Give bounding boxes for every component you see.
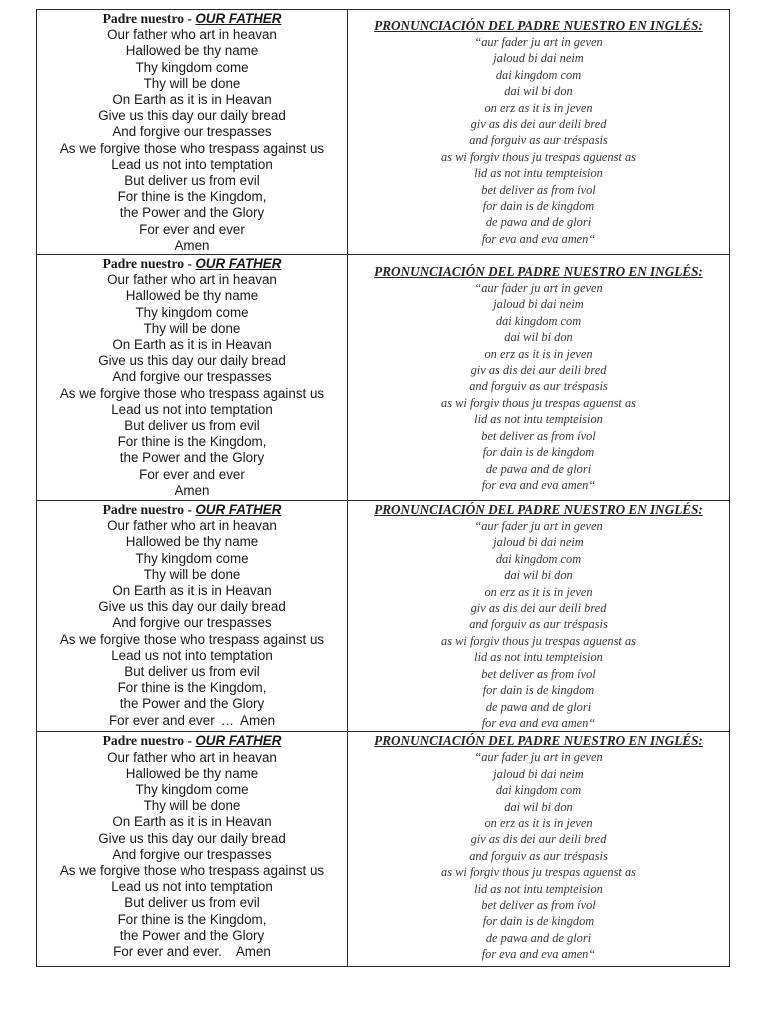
prayer-line: And forgive our trespasses — [112, 369, 272, 385]
prayer-line: For thine is the Kingdom, — [117, 434, 267, 450]
pronunciation-line: jaloud bi dai neim — [493, 535, 584, 550]
pronunciation-line: and forguiv as aur tréspasis — [469, 379, 608, 394]
pronunciation-title: PRONUNCIACIÓN DEL PADRE NUESTRO EN INGLÉS: — [374, 264, 703, 280]
pronunciation-line: as wi forgiv thous ju trespas aguenst as — [441, 149, 636, 164]
prayer-line: Thy kingdom come — [135, 59, 249, 75]
pronunciation-line: as wi forgiv thous ju trespas aguenst as — [441, 633, 636, 648]
prayer-text-cell — [37, 255, 348, 501]
prayer-title-main: OUR FATHER — [195, 11, 282, 26]
prayer-line: On Earth as it is in Heavan — [112, 92, 272, 108]
prayer-line: On Earth as it is in Heavan — [112, 814, 272, 830]
pronunciation-line: “aur fader ju art in geven — [474, 750, 603, 765]
pronunciation-line: dai wil bi don — [504, 799, 573, 814]
pronunciation-line: de pawa and de glori — [485, 699, 592, 714]
prayer-line: the Power and the Glory — [119, 450, 265, 466]
pronunciation-line: bet deliver as from ívol — [481, 182, 596, 197]
pronunciation-line: bet deliver as from ívol — [481, 428, 596, 443]
prayer-text-cell — [37, 501, 348, 732]
pronunciation-text — [348, 501, 729, 731]
pronunciation-line: for eva and eva amen“ — [481, 231, 596, 246]
pronunciation-line: as wi forgiv thous ju trespas aguenst as — [441, 865, 636, 880]
pronunciation-line: and forguiv as aur tréspasis — [469, 617, 608, 632]
pronunciation-line: lid as not intu tempteision — [474, 881, 603, 896]
pronunciation-line: bet deliver as from ívol — [481, 897, 596, 912]
pronunciation-line: for dain is de kingdom — [482, 914, 595, 929]
pronunciation-line: de pawa and de glori — [485, 461, 592, 476]
pronunciation-line: “aur fader ju art in geven — [474, 519, 603, 534]
pronunciation-line: jaloud bi dai neim — [493, 51, 584, 66]
pronunciation-line: and forguiv as aur tréspasis — [469, 133, 608, 148]
prayer-line: Our father who art in heavan — [107, 749, 277, 765]
pronunciation-line: giv as dis dei aur deili bred — [470, 117, 607, 132]
prayer-line: Thy will be done — [143, 75, 241, 91]
pronunciation-line: dai wil bi don — [504, 84, 573, 99]
prayer-title-main: OUR FATHER — [195, 256, 282, 272]
prayer-line-final-b: Amen — [235, 943, 271, 959]
prayer-line: For thine is the Kingdom, — [117, 680, 267, 696]
prayer-text-cell — [37, 732, 348, 967]
prayer-line: But deliver us from evil — [124, 173, 260, 189]
prayer-card-row — [37, 501, 730, 732]
pronunciation-line: dai wil bi don — [504, 568, 573, 583]
pronunciation-line: on erz as it is in jeven — [484, 100, 593, 115]
pronunciation-cell — [348, 255, 730, 501]
pronunciation-text — [348, 732, 729, 962]
prayer-line: As we forgive those who trespass against us — [59, 140, 325, 156]
prayer-line: Our father who art in heavan — [107, 272, 277, 288]
prayer-card-row — [37, 732, 730, 967]
prayer-line: Our father who art in heavan — [107, 27, 277, 43]
prayer-line: As we forgive those who trespass against us — [59, 385, 325, 401]
pronunciation-line: lid as not intu tempteision — [474, 650, 603, 665]
prayer-line: Give us this day our daily bread — [98, 830, 286, 846]
prayer-text-cell — [37, 10, 348, 255]
prayer-line: Lead us not into temptation — [111, 156, 273, 172]
prayer-text — [37, 10, 347, 254]
prayer-line: Amen — [174, 482, 210, 498]
pronunciation-line: for dain is de kingdom — [482, 683, 595, 698]
pronunciation-line: de pawa and de glori — [485, 215, 592, 230]
prayer-line: But deliver us from evil — [124, 895, 260, 911]
pronunciation-line: lid as not intu tempteision — [474, 412, 603, 427]
pronunciation-title: PRONUNCIACIÓN DEL PADRE NUESTRO EN INGLÉS: — [374, 733, 703, 749]
prayer-line-final — [37, 944, 347, 960]
prayer-line: Lead us not into temptation — [111, 401, 273, 417]
prayer-line: Hallowed be thy name — [125, 765, 259, 781]
prayer-line: And forgive our trespasses — [112, 124, 272, 140]
prayer-card-row — [37, 255, 730, 501]
pronunciation-line: bet deliver as from ívol — [481, 666, 596, 681]
pronunciation-line: on erz as it is in jeven — [484, 584, 593, 599]
prayer-line-final-a: For ever and ever. — [113, 943, 222, 959]
pronunciation-line: for dain is de kingdom — [482, 445, 595, 460]
prayer-line: Lead us not into temptation — [111, 879, 273, 895]
prayer-line-final-a: For ever and ever — [108, 712, 215, 728]
prayer-title — [37, 733, 347, 749]
prayer-text — [37, 255, 347, 499]
prayer-line: But deliver us from evil — [124, 418, 260, 434]
prayer-line: Give us this day our daily bread — [98, 599, 286, 615]
prayer-line: Hallowed be thy name — [125, 534, 259, 550]
pronunciation-line: “aur fader ju art in geven — [474, 281, 603, 296]
pronunciation-line: dai wil bi don — [504, 330, 573, 345]
prayer-line: Thy kingdom come — [135, 781, 249, 797]
pronunciation-line: jaloud bi dai neim — [493, 297, 584, 312]
pronunciation-line: for eva and eva amen“ — [481, 477, 596, 492]
prayer-line: Hallowed be thy name — [125, 43, 259, 59]
prayer-line: And forgive our trespasses — [112, 615, 272, 631]
pronunciation-line: for dain is de kingdom — [482, 199, 595, 214]
prayer-line: Thy will be done — [143, 798, 241, 814]
pronunciation-line: dai kingdom com — [495, 783, 582, 798]
prayer-title — [37, 256, 347, 272]
pronunciation-line: jaloud bi dai neim — [493, 766, 584, 781]
prayer-title — [37, 502, 347, 518]
pronunciation-line: on erz as it is in jeven — [484, 346, 593, 361]
pronunciation-line: dai kingdom com — [495, 313, 582, 328]
prayer-line: Lead us not into temptation — [111, 647, 273, 663]
prayer-line: As we forgive those who trespass against us — [59, 862, 325, 878]
prayer-title-main: OUR FATHER — [195, 733, 282, 749]
pronunciation-line: as wi forgiv thous ju trespas aguenst as — [441, 395, 636, 410]
prayer-line: Thy will be done — [143, 566, 241, 582]
prayer-line: For ever and ever — [139, 466, 245, 482]
prayer-line: For thine is the Kingdom, — [117, 189, 267, 205]
pronunciation-line: giv as dis dei aur deili bred — [470, 363, 607, 378]
pronunciation-cell — [348, 501, 730, 732]
pronunciation-line: dai kingdom com — [495, 551, 582, 566]
pronunciation-line: for eva and eva amen“ — [481, 947, 596, 962]
pronunciation-line: dai kingdom com — [495, 67, 582, 82]
prayer-line: On Earth as it is in Heavan — [112, 583, 272, 599]
prayer-line: For ever and ever — [139, 221, 245, 237]
prayer-card-sheet — [36, 9, 730, 967]
prayer-text — [37, 501, 347, 729]
pronunciation-title: PRONUNCIACIÓN DEL PADRE NUESTRO EN INGLÉS: — [374, 18, 703, 33]
pronunciation-line: giv as dis dei aur deili bred — [470, 832, 607, 847]
pronunciation-title: PRONUNCIACIÓN DEL PADRE NUESTRO EN INGLÉS: — [374, 502, 703, 518]
ellipsis-mark: … — [220, 712, 235, 728]
prayer-line: For thine is the Kingdom, — [117, 911, 267, 927]
pronunciation-text — [348, 255, 729, 493]
prayer-line: But deliver us from evil — [124, 664, 260, 680]
prayer-line: the Power and the Glory — [119, 927, 265, 943]
prayer-line: Give us this day our daily bread — [98, 353, 286, 369]
prayer-title-main: OUR FATHER — [195, 502, 282, 518]
prayer-line: Thy kingdom come — [135, 304, 249, 320]
prayer-line: Our father who art in heavan — [107, 518, 277, 534]
pronunciation-cell — [348, 10, 730, 255]
prayer-line: Amen — [174, 237, 210, 253]
pronunciation-line: and forguiv as aur tréspasis — [469, 848, 608, 863]
prayer-line: Give us this day our daily bread — [98, 108, 286, 124]
prayer-line-final-b: Amen — [240, 712, 276, 728]
prayer-title — [37, 11, 347, 27]
prayer-text — [37, 732, 347, 960]
prayer-line-final — [37, 713, 347, 729]
prayer-title-prefix: Padre nuestro - — [102, 11, 196, 26]
pronunciation-line: giv as dis dei aur deili bred — [470, 601, 607, 616]
prayer-title-prefix: Padre nuestro - — [102, 256, 196, 272]
prayer-line: On Earth as it is in Heavan — [112, 337, 272, 353]
prayer-line: the Power and the Glory — [119, 696, 265, 712]
pronunciation-line: for eva and eva amen“ — [481, 715, 596, 730]
prayer-line: the Power and the Glory — [119, 205, 265, 221]
prayer-line: Thy kingdom come — [135, 550, 249, 566]
prayer-line: And forgive our trespasses — [112, 846, 272, 862]
prayer-line: As we forgive those who trespass against us — [59, 631, 325, 647]
prayer-title-prefix: Padre nuestro - — [102, 733, 196, 749]
prayer-line: Thy will be done — [143, 320, 241, 336]
pronunciation-line: on erz as it is in jeven — [484, 815, 593, 830]
prayer-title-prefix: Padre nuestro - — [102, 502, 196, 518]
prayer-line: Hallowed be thy name — [125, 288, 259, 304]
pronunciation-line: “aur fader ju art in geven — [474, 35, 603, 49]
pronunciation-cell — [348, 732, 730, 967]
prayer-card-row — [37, 10, 730, 255]
pronunciation-text — [348, 10, 729, 247]
pronunciation-line: lid as not intu tempteision — [474, 166, 603, 181]
pronunciation-line: de pawa and de glori — [485, 930, 592, 945]
